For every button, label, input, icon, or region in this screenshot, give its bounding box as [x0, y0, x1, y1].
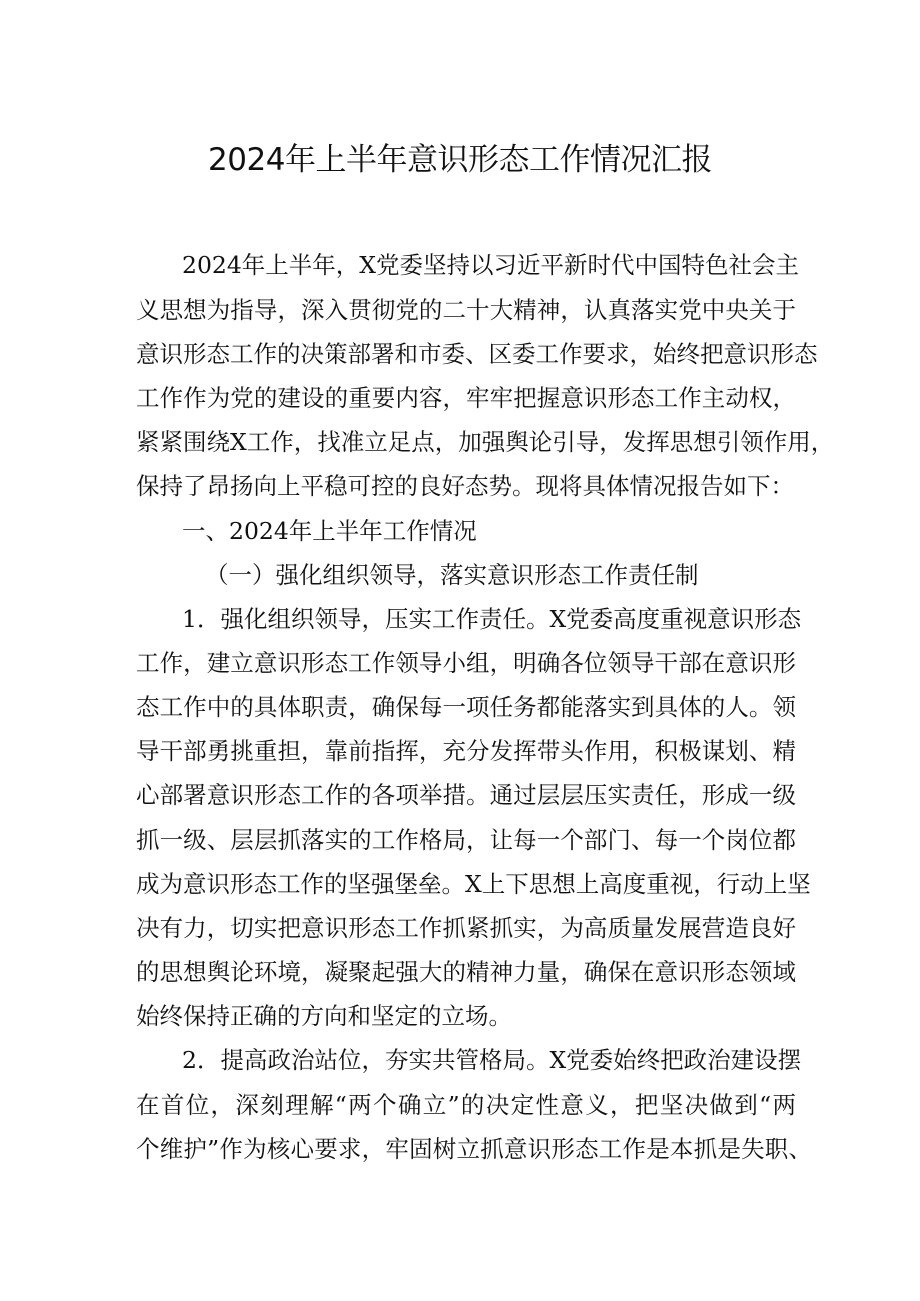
- document-title: 2024年上半年意识形态工作情况汇报: [208, 142, 712, 178]
- paragraph-line: 成为意识形态工作的坚强堡垒。X上下思想上高度重视，行动上坚: [136, 870, 811, 898]
- section-heading: 一、2024年上半年工作情况: [182, 517, 477, 545]
- paragraph-line: 1．强化组织领导，压实工作责任。X党委高度重视意识形态: [182, 605, 802, 633]
- paragraph-line: 始终保持正确的方向和坚定的立场。: [136, 1002, 512, 1030]
- paragraph-line: 抓一级、层层抓落实的工作格局，让每一个部门、每一个岗位都: [136, 826, 796, 854]
- paragraph-line: 在首位，深刻理解“两个确立”的决定性意义，把坚决做到“两: [136, 1091, 796, 1119]
- paragraph-line: 的思想舆论环境，凝聚起强大的精神力量，确保在意识形态领域: [136, 958, 796, 986]
- paragraph-line: 态工作中的具体职责，确保每一项任务都能落实到具体的人。领: [136, 693, 796, 721]
- paragraph-line: 意识形态工作的决策部署和市委、区委工作要求，始终把意识形态: [136, 340, 818, 368]
- paragraph-line: 义思想为指导，深入贯彻党的二十大精神，认真落实党中央关于: [136, 296, 796, 324]
- paragraph-line: 决有力，切实把意识形态工作抓紧抓实，为高质量发展营造良好: [136, 914, 796, 942]
- paragraph-line: 导干部勇挑重担，靠前指挥，充分发挥带头作用，积极谋划、精: [136, 737, 796, 765]
- paragraph-line: 心部署意识形态工作的各项举措。通过层层压实责任，形成一级: [136, 781, 796, 809]
- paragraph-line: 工作作为党的建设的重要内容，牢牢把握意识形态工作主动权，: [136, 384, 796, 412]
- paragraph-line: 2024年上半年，X党委坚持以习近平新时代中国特色社会主: [182, 251, 800, 279]
- paragraph-line: 紧紧围绕X工作，找准立足点，加强舆论引导，发挥思想引领作用，: [136, 428, 835, 456]
- paragraph-line: 2．提高政治站位，夯实共管格局。X党委始终把政治建设摆: [182, 1046, 802, 1074]
- paragraph-line: 个维护”作为核心要求，牢固树立抓意识形态工作是本抓是失职、: [136, 1135, 812, 1163]
- paragraph-line: 保持了昂扬向上平稳可控的良好态势。现将具体情况报告如下：: [136, 472, 794, 500]
- paragraph-line: 工作，建立意识形态工作领导小组，明确各位领导干部在意识形: [136, 649, 796, 677]
- subsection-heading: （一）强化组织领导，落实意识形态工作责任制: [205, 561, 699, 589]
